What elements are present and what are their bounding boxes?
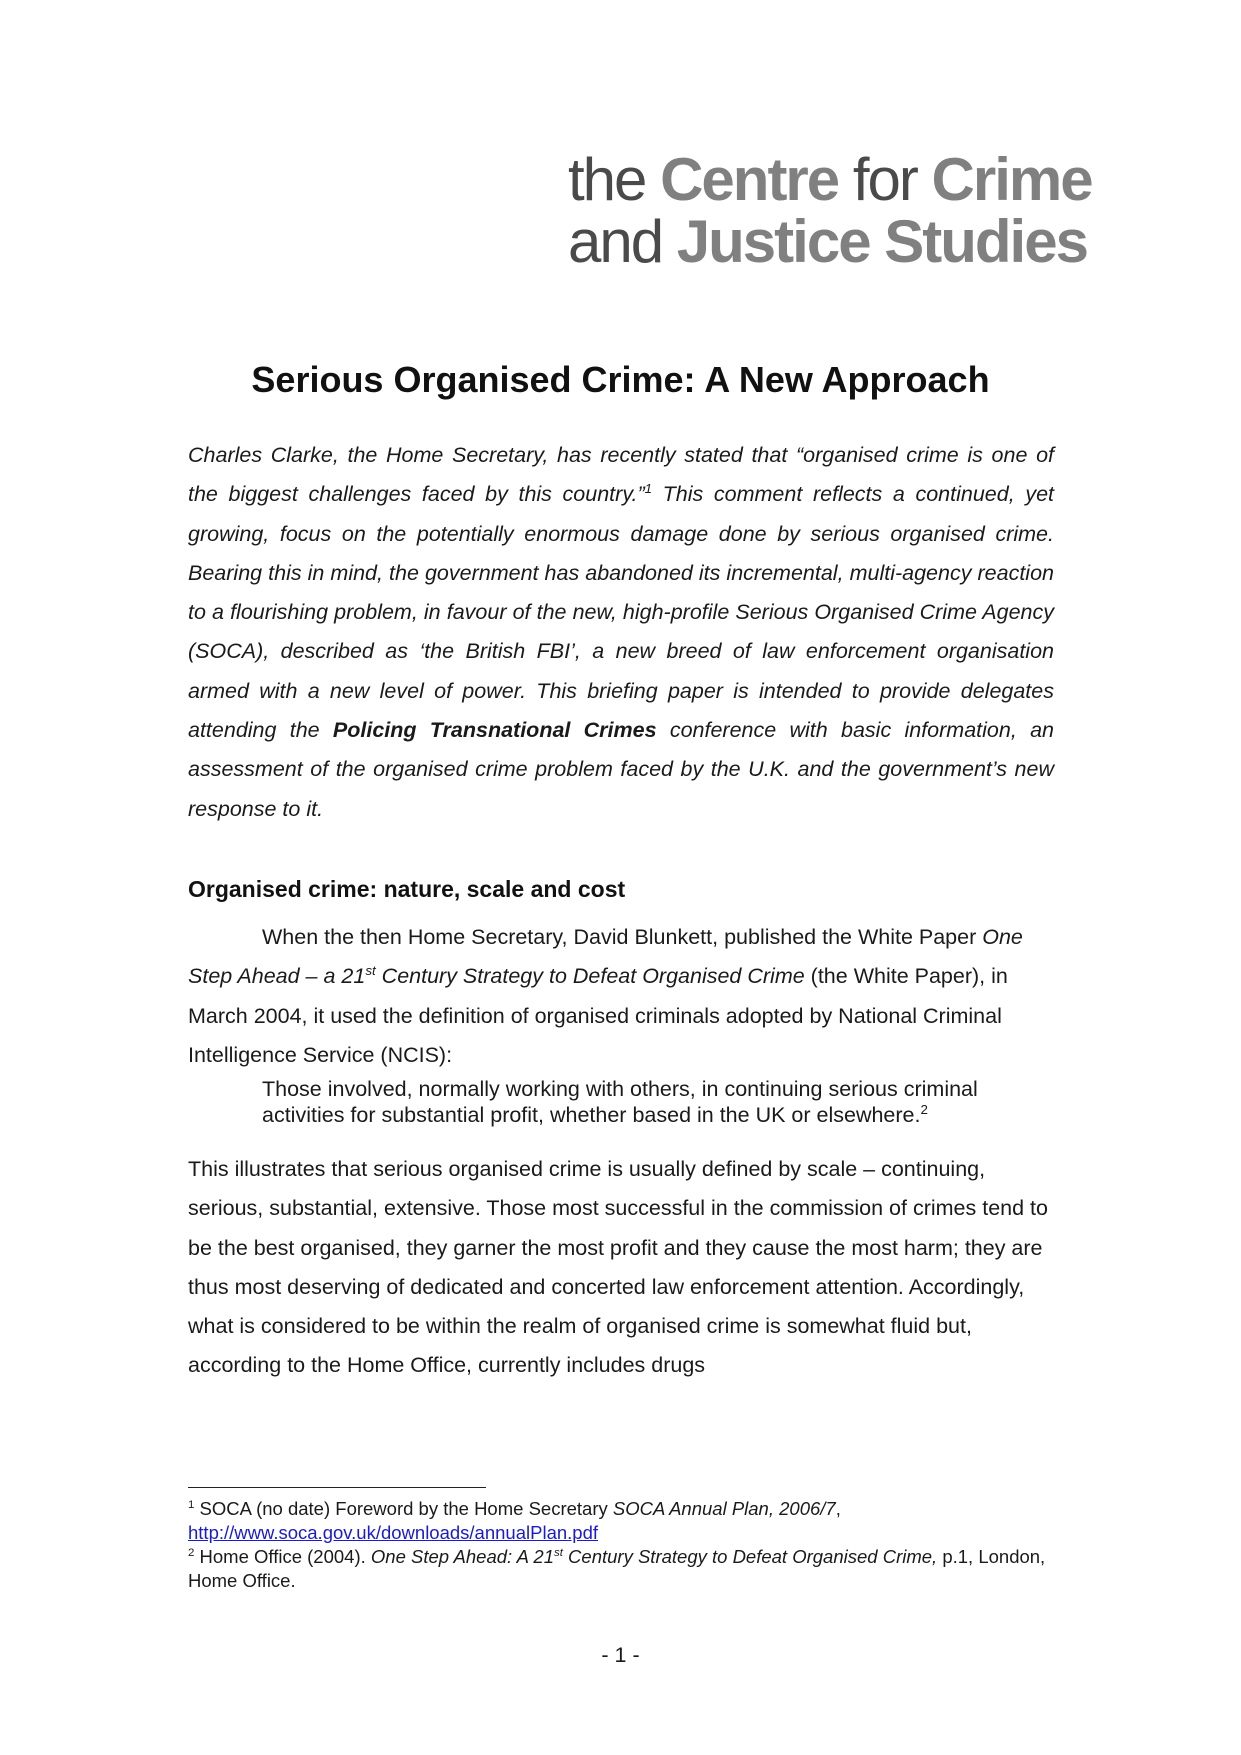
logo-line-1: [568, 148, 1092, 212]
footnote-text: p.1, London, Home Office.: [188, 1546, 1046, 1591]
logo-word: for: [852, 146, 917, 213]
document-title: Serious Organised Crime: A New Approach: [251, 359, 990, 400]
body-paragraph: [188, 918, 1054, 1075]
intro-text: conference with basic information, an assessment of the organised crime problem faced by the U.K. and the government’s new response to it.: [188, 718, 1054, 821]
footnote-marker: 1: [188, 1498, 195, 1511]
logo-word: the: [568, 146, 646, 213]
footnote-text: Home Office (2004).: [194, 1546, 371, 1567]
footnote-marker: 2: [188, 1546, 195, 1559]
footnote-2: [188, 1545, 1054, 1593]
footnote-link[interactable]: http://www.soca.gov.uk/downloads/annualPlan.pdf: [188, 1522, 598, 1543]
footnotes: [188, 1497, 1054, 1593]
paragraph-text: When the then Home Secretary, David Blunkett, published the White Paper: [262, 925, 983, 949]
intro-text: This comment reflects a continued, yet growing, focus on the potentially enormous damage done by serious organised crime. Bearing this in mind, the government has abandoned its incremental, multi-agency reaction to a flourishing problem, in favour of the new, high-profile Serious Organised Crime Agency (SOCA), described as ‘the British FBI’, a new breed of law enforcement organisation armed with a new level of power. This briefing paper is intended to provide delegates attending the: [188, 482, 1055, 743]
section-heading: Organised crime: nature, scale and cost: [188, 876, 626, 902]
intro-text: Charles Clarke, the Home Secretary, has recently stated that “organised crime is one of the biggest challenges faced by this country.”: [188, 443, 1054, 507]
logo-word: and: [568, 208, 663, 275]
white-paper-title-text: Century Strategy to Defeat Organised Crime: [375, 964, 805, 989]
paragraph-text: (the White Paper), in March 2004, it used the definition of organised criminals adopted by National Criminal Intelligence Service (NCIS):: [188, 964, 1008, 1067]
logo-word: Centre: [660, 146, 839, 213]
ordinal-suffix: st: [553, 1546, 563, 1559]
page-number: - 1 -: [601, 1643, 640, 1667]
footnote-1: [188, 1497, 1054, 1545]
footnote-italic: SOCA Annual Plan, 2006/7: [612, 1498, 836, 1519]
ordinal-suffix: st: [365, 963, 376, 979]
conference-name: Policing Transnational Crimes: [332, 718, 657, 743]
definition-quote: [262, 1076, 1052, 1128]
intro-paragraph: [188, 436, 1054, 829]
footnote-italic-text: Century Strategy to Defeat Organised Crime,: [562, 1546, 938, 1567]
quote-text: Those involved, normally working with others, in continuing serious criminal activities for substantial profit, whether based in the UK or elsewhere.: [262, 1077, 978, 1127]
organisation-logo: [568, 148, 1128, 288]
logo-line-2: [568, 210, 1087, 274]
footnote-italic: [371, 1546, 937, 1567]
footnote-ref-1[interactable]: 1: [644, 481, 653, 497]
footnote-text: SOCA (no date) Foreword by the Home Secretary: [194, 1498, 613, 1519]
footnote-text: ,: [835, 1498, 841, 1519]
logo-word: Crime: [931, 146, 1092, 213]
footnote-ref-2[interactable]: 2: [920, 1101, 928, 1117]
footnote-divider: [188, 1487, 486, 1488]
white-paper-title-text: One Step Ahead – a 21: [188, 925, 1023, 989]
logo-word: Justice Studies: [676, 208, 1087, 275]
body-paragraph: This illustrates that serious organised crime is usually defined by scale – continuing, serious, substantial, extensive. Those most successful in the commission of crimes tend to be the best organised, they garner the most profit and they cause the most harm; they are thus most deserving of dedicated and concerted law enforcement attention. Accordingly, what is considered to be within the realm of organised crime is somewhat fluid but, according to the Home Office, currently includes drugs: [188, 1157, 1048, 1378]
footnote-italic-text: One Step Ahead: A 21: [370, 1546, 554, 1567]
